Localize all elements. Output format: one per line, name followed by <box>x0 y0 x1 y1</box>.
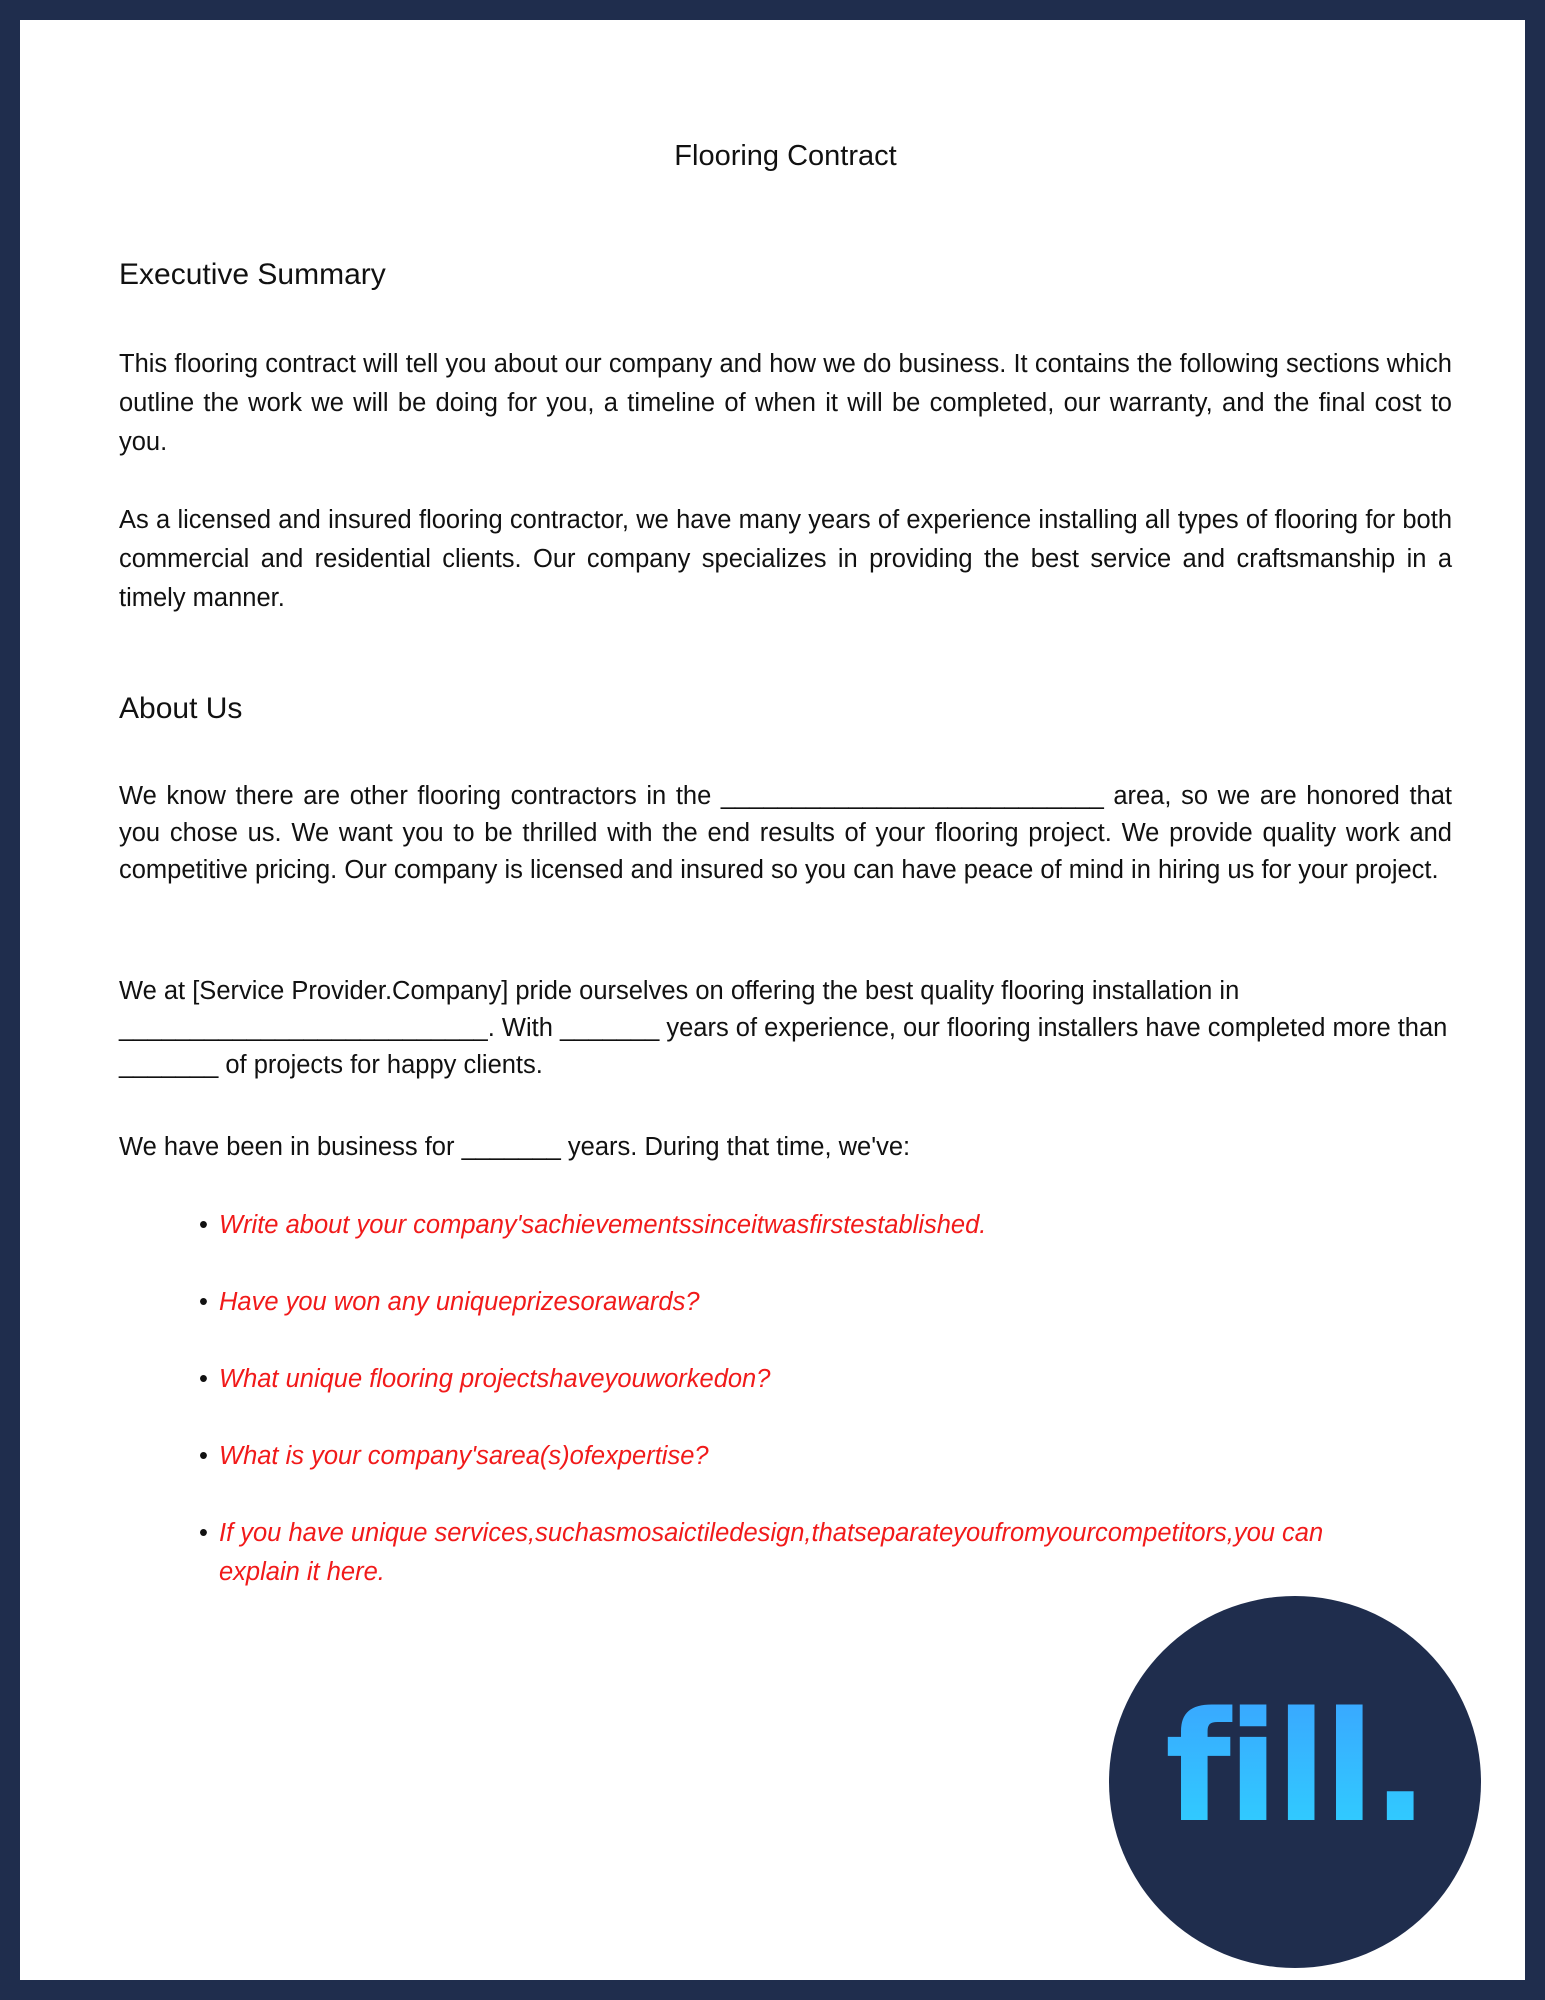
bullet-text: What unique flooring projectshaveyouworkedon? <box>219 1365 771 1393</box>
document-title: Flooring Contract <box>674 140 897 172</box>
bullet-text: If you have unique services,suchasmosaictiledesign,thatseparateyoufromyourcompetitors,you can explain it here. <box>219 1519 1324 1586</box>
about-us-paragraph-3: We have been in business for _______ years. During that time, we've: <box>119 1133 911 1161</box>
fill-logo <box>1109 1596 1481 1968</box>
fill-logo-text: fill. <box>1109 1692 1481 1844</box>
bullet-text: Have you won any uniqueprizesorawards? <box>219 1288 700 1316</box>
bullet-item <box>199 1283 1399 1322</box>
about-us-heading: About Us <box>119 692 243 725</box>
bullet-dot-icon: • <box>199 1365 208 1393</box>
executive-summary-paragraph-2: As a licensed and insured flooring contractor, we have many years of experience installing all types of flooring for both commercial and residential clients. Our company specializes in providing the best service and craftsmanship in a timely manner. <box>119 506 1452 612</box>
about-us-paragraph-1: We know there are other flooring contractors in the ___________________________ area, so we are honored that you chose us. We want you to be thrilled with the end results of your flooring project. We provide quality work and competitive pricing. Our company is licensed and insured so you can have peace of mind in hiring us for your project. <box>119 782 1452 884</box>
bullet-dot-icon: • <box>199 1288 208 1316</box>
bullet-item <box>199 1360 1399 1399</box>
executive-summary-paragraph-1: This flooring contract will tell you about our company and how we do business. It contains the following sections which outline the work we will be doing for you, a timeline of when it will be completed, our warranty, and the final cost to you. <box>119 350 1452 456</box>
bullet-dot-icon: • <box>199 1519 208 1547</box>
bullet-item <box>199 1514 1359 1592</box>
bullet-text: Write about your company'sachievementssinceitwasfirstestablished. <box>219 1211 987 1239</box>
about-us-paragraph-2: We at [Service Provider.Company] pride ourselves on offering the best quality flooring installation in __________________________. With _______ years of experience, our flooring installers have completed more than _______ of projects for happy clients. <box>119 977 1448 1079</box>
achievements-bullet-list <box>199 1206 1399 1630</box>
bullet-item <box>199 1206 1399 1245</box>
bullet-text: What is your company'sarea(s)ofexpertise? <box>219 1442 709 1470</box>
bullet-dot-icon: • <box>199 1211 208 1239</box>
bullet-dot-icon: • <box>199 1442 208 1470</box>
bullet-item <box>199 1437 1399 1476</box>
executive-summary-heading: Executive Summary <box>119 258 386 291</box>
